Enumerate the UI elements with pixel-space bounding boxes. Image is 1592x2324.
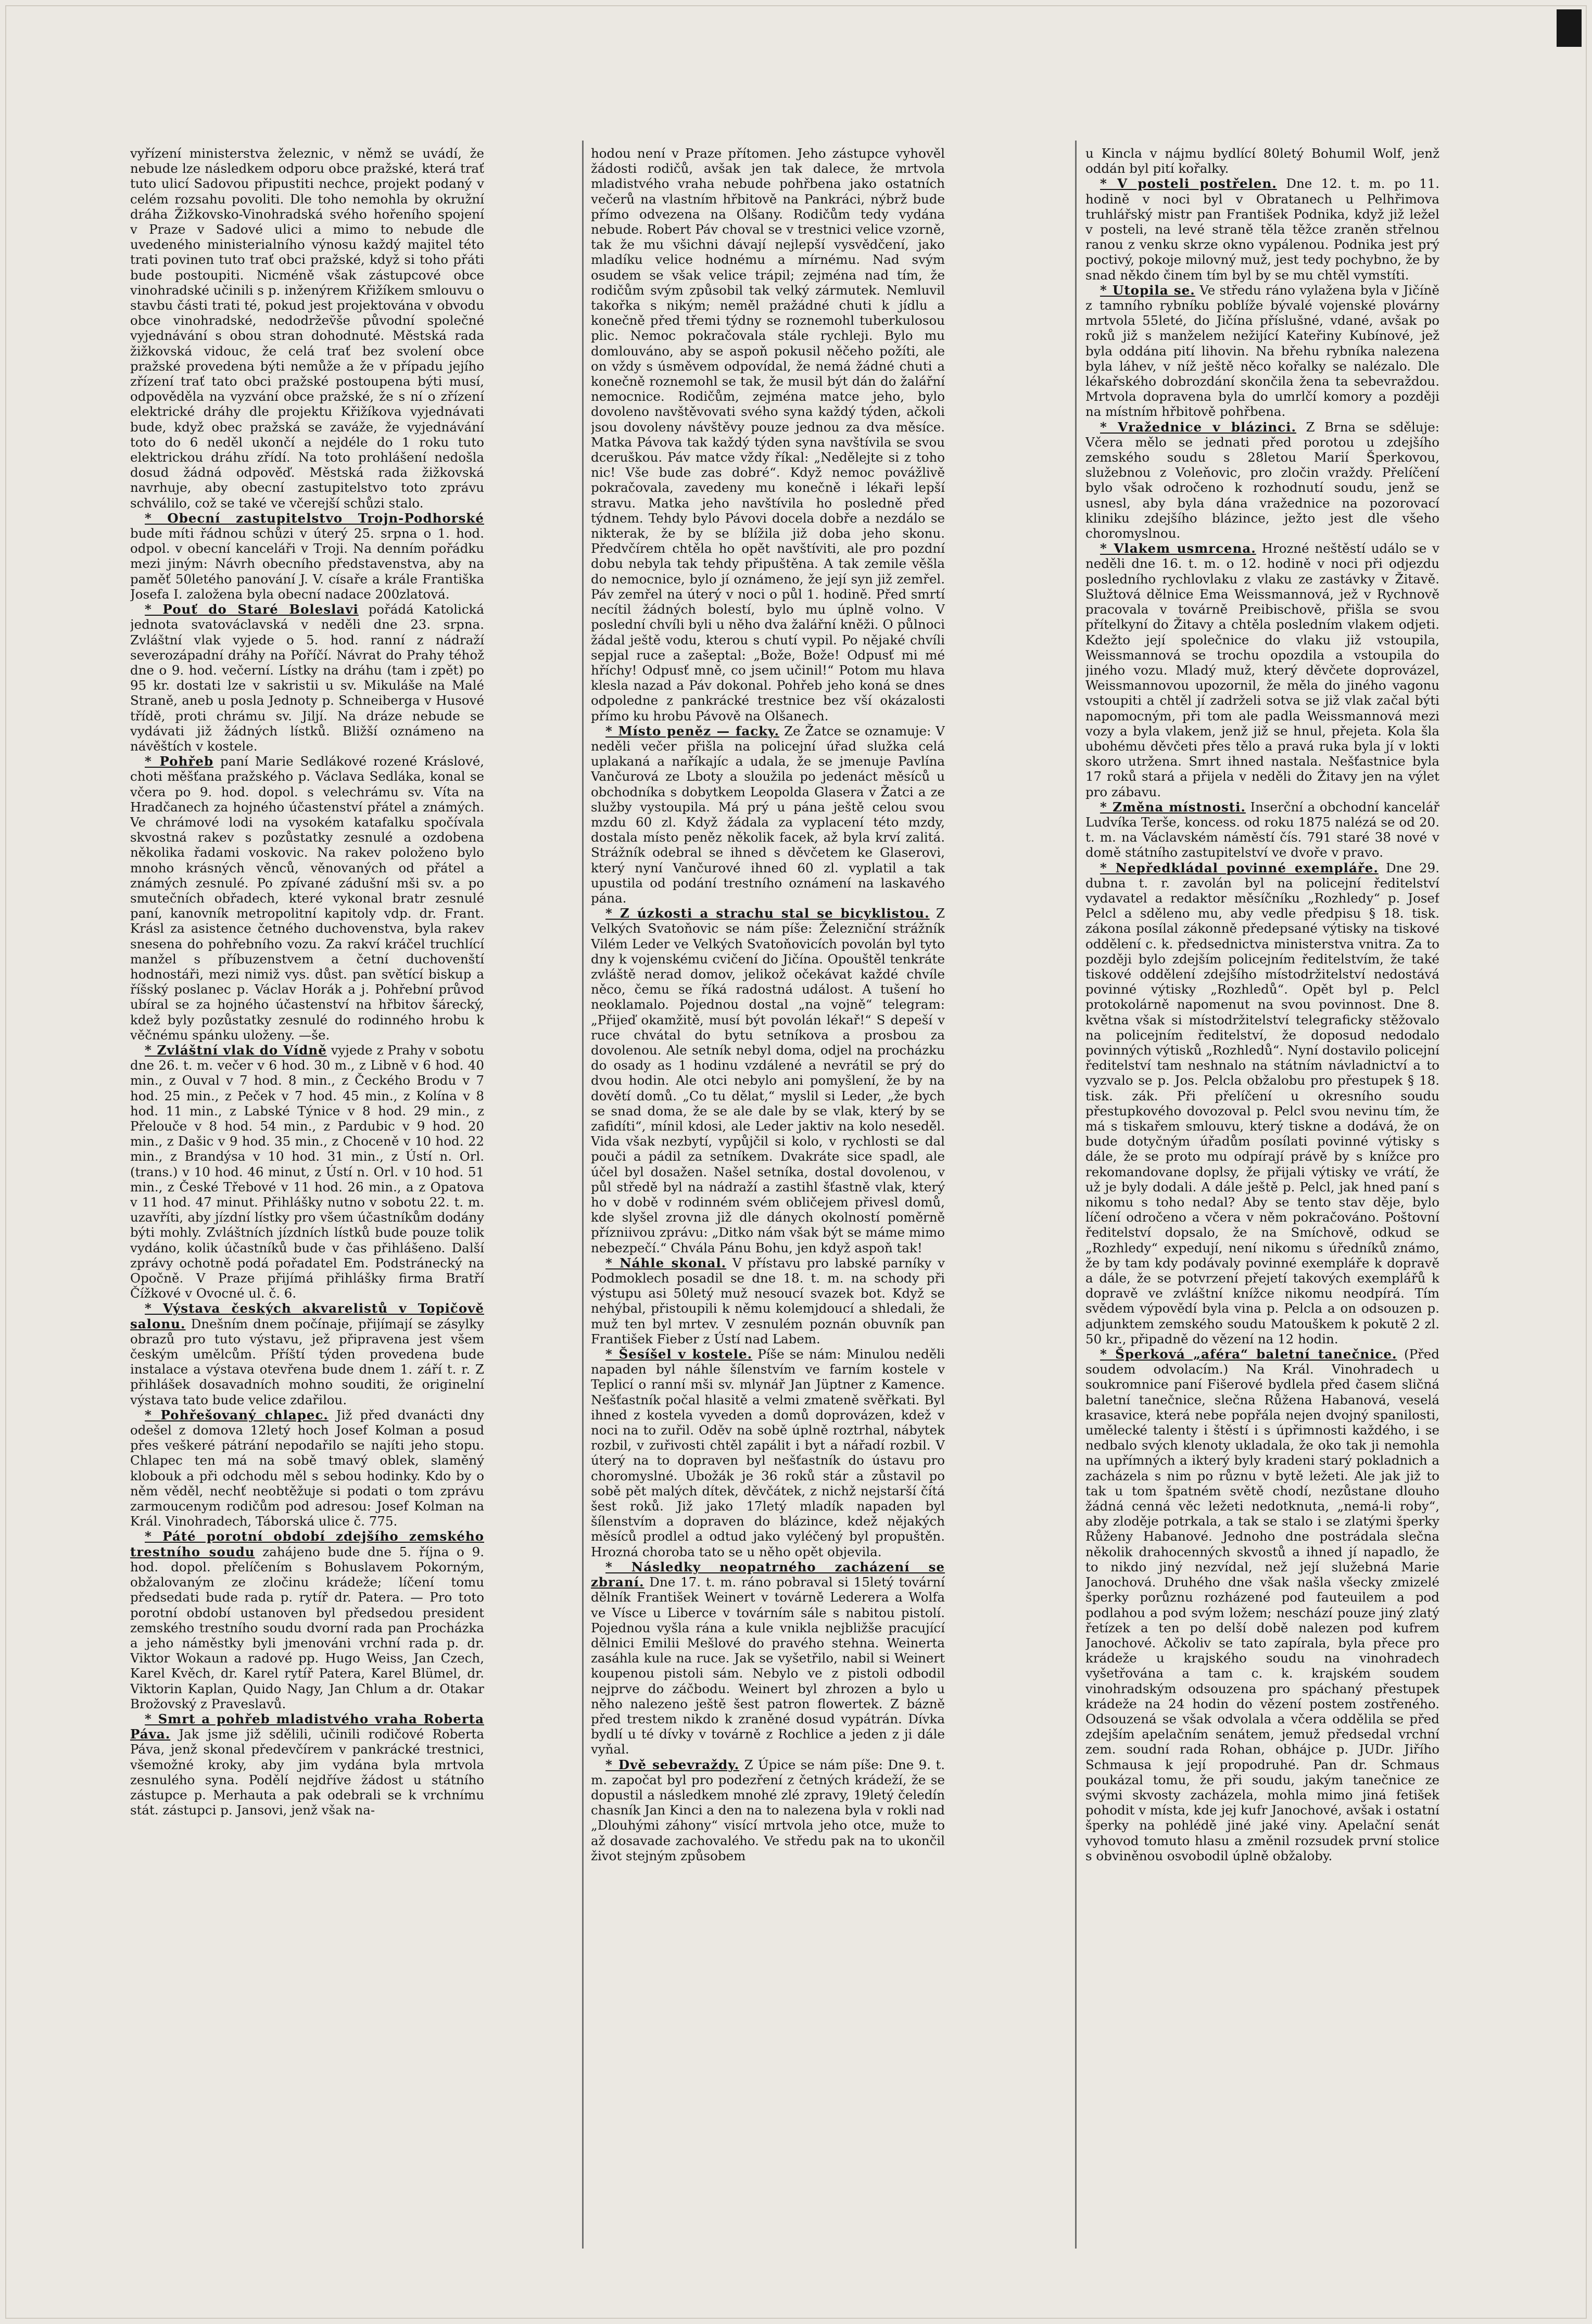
article-body: Z Brna se sděluje: Včera mělo se jednati před porotou u zdejšího zemského soudu s 28letou Marií Šperkovou, služebnou z Voleňovic, pro zločin vraždy. Přelíčení bylo však odročeno k rozhodnutí soudu, jenž se usnesl, aby byla dána vražednice na pozorovací kliniku zdejšího blázince, ježto jest dle všeho choromyslnou. (1085, 419, 1439, 541)
article-heading: * Vlakem usmrcena. (1100, 541, 1256, 556)
article-heading: * Místo peněz — facky. (605, 723, 780, 739)
article-body: Ve středu ráno vylažena byla v Jičíně z tamního rybníku poblíže bývalé vojenské plovárny mrtvola 55leté, do Jičína příslušné, vdané, avšak po roků již s manželem nežijící Kateřiny Kubínové, jež byla oddána pití lihovin. Na břehu rybníka nalezena byla láhev, v níž ještě něco kořalky se nalézalo. Dle lékařského dobrozdání skončila žena ta sebevraždou. Mrtvola dopravena byla do umrlčí komory a později na místním hřbitově pohřbena. (1085, 282, 1439, 420)
article (130, 1711, 484, 1818)
article-body: Hrozné neštěstí událo se v neděli dne 16. t. m. o 12. hodině v noci při odjezdu posledního rychlovlaku z vlaku ze zastávky v Žitavě. Služtová dělnice Ema Weissmannová, jež v Rychnově pracovala v továrně Preibischově, přišla se svou přítelkyní do Žitavy a chtěla posledním vlakem odjeti. Kdežto její společnice do vlaku již vstoupila, Weissmannová se trochu opozdila a vstoupila do jiného vozu. Mladý muž, který děvčete doprovázel, Weissmannovou upozornil, že měla do jiného vagonu vstoupiti a chtěl jí zadrželi sotva se již vlak začal býti napomocným, při tom ale padla Weissmannová mezi vozy a byla vlakem, jenž již se hnul, přejeta. Kola šla ubohému děvčeti přes tělo a pravá ruka byla jí v lokti skoro utržena. Smrt ihned nastala. Nešťastnice byla 17 roků stará a přijela v neděli do Žitavy jen na výlet pro zábavu. (1085, 541, 1439, 799)
article-heading: * Šperková „aféra“ baletní tanečnice. (1100, 1347, 1397, 1362)
column-rule (1075, 141, 1077, 2249)
article (130, 602, 484, 754)
article-body: Dne 17. t. m. ráno pobraval si 15letý tovární dělník František Weinert v továrně Lederera a Wolfa ve Vísce u Liberce v továrním sále s nabitou pistolí. Pojednou vyšla rána a kule vnikla nejbližše pracující dělnici Emilii Mešlové do pravého stehna. Weinerta zasáhla kule na ruce. Jak se vyšetřilo, nabil si Weinert koupenou pistoli sám. Nebylo ve z pistoli odbodil nejprve do záčbodu. Weinert byl zhrozen a bylo u něho nalezeno ještě šest patron flowertek. Z bázně před trestem nikdo k zraněné dosud vypátrán. Dívka bydlí u té dívky v továrně z Rochlice a jeden z ji dále vyňal. (591, 1574, 945, 1757)
article-body: Z Velkých Svatoňovic se nám píše: Železniční strážník Vilém Leder ve Velkých Svatoňovicích povolán byl tyto dny k vojenskému cvičení do Jičína. Opouštěl tenkráte zvláště nerad domov, jelikož očekávat každé chvíle něco, čemu se říká radostná událost. A tušení ho neoklamalo. Pojednou dostal „na vojně“ telegram: „Přijeď okamžitě, musí být povolán lékař!“ S depeší v ruce chvátal do bytu setníkova a prosbou za dovolenou. Ale setník nebyl doma, odjel na procházku do osady as 1 hodinu vzdálené a nevrátil se prý do dvou hodin. Ale otci nebylo ani pomyšlení, že by na dovětí domů. „Co tu dělat,“ myslil si Leder, „že bych se snad doma, že se ale dale by se vlak, který by se zafidíti“, mínil kdosi, ale Leder jaktiv na kolo neseděl. Vida však nezbytí, vypůjčil si kolo, v rychlosti se dal pouči a pádil za setníkem. Dvakráte sice spadl, ale účel byl dosažen. Našel setníka, dostal dovolenou, v půl středě byl na nádraží a zastihl šťastně vlak, který ho v době v rodinném svém obličejem přivesl domů, kde slyšel zrovna již dle dánych okolností poměrně přízniivou zprávu: „Ditko nám však být se máme mimo nebezpečí.“ Chvála Pánu Bohu, jen když aspoň tak! (591, 906, 945, 1255)
article-body: vyjede z Prahy v sobotu dne 26. t. m. večer v 6 hod. 30 m., z Libně v 6 hod. 40 min., z Ouval v 7 hod. 8 min., z Čeckého Brodu v 7 hod. 25 min., z Peček v 7 hod. 45 min., z Kolína v 8 hod. 11 min., z Labské Týnice v 8 hod. 29 min., z Přelouče v 8 hod. 54 min., z Pardubic v 9 hod. 20 min., z Dašic v 9 hod. 35 min., z Choceně v 10 hod. 22 min., z Brandýsa v 10 hod. 31 min., z Ústí n. Orl. (trans.) v 10 hod. 46 minut, z Ústí n. Orl. v 10 hod. 51 min., z České Třebové v 11 hod. 26 min., a z Opatova v 11 hod. 47 minut. Přihlášky nutno v sobotu 22. t. m. uzavříti, aby jízdní lístky pro všem účastníkům dodány býti mohly. Zvláštních jízdních lístků bude pouze tolik vydáno, kolik účastníků bude v čas přihlášeno. Další zprávy ochotně podá pořadatel Em. Podstránecký na Opočně. V Praze přijímá přihlášky firma Bratří Čížkové v Ovocné ul. č. 6. (130, 1042, 484, 1301)
article (130, 1407, 484, 1529)
article-heading: * V posteli postřelen. (1100, 176, 1277, 192)
article (130, 1301, 484, 1407)
article-body: Jak jsme již sdělili, učinili rodičové Roberta Páva, jenž skonal předevčírem v pankrácké trestnici, všemožné kroky, aby jim vydána byla mrtvola zesnulého syna. Podělí nejdříve žádost u státního zástupce p. Merhauta a pak odebrali se k vrchnímu stát. zástupci p. Jansovi, jenž však na- (130, 1726, 484, 1818)
article-body: Z Úpice se nám píše: Dne 9. t. m. započat byl pro podezření z četných krádeží, že se dopustil a následkem mnohé zlé zpravy, 19letý čeledín chasník Jan Kinci a den na to nalezena byla v rokli nad „Dlouhými záhony“ visící mrtvola jeho otce, muže to až dosavade zachovalého. Ve středu pak na to ukončil život stejným způsobem (591, 1757, 945, 1863)
article-body: Dne 12. t. m. po 11. hodině v noci byl v Obratanech u Pelhřimova truhlářský mistr pan František Podnika, když již ležel v posteli, na levé straně těla těžce zraněn střelnou ranou z venku skrze okno vypálenou. Podnika jest prý poctivý, pokoje milovný muž, jest tedy pochybno, že by snad někdo činem tím byl by se mu chtěl vymstíti. (1085, 176, 1439, 283)
article-body: V přístavu pro labské parníky v Podmoklech posadil se dne 18. t. m. na schody při výstupu asi 50letý muž nesoucí svazek bot. Když se nehýbal, přistoupili k němu kolemjdoucí a shledali, že muž ten byl mrtev. V zesnulém poznán obuvník pan František Fieber z Ústí nad Labem. (591, 1255, 945, 1347)
article-heading: * Nepředkládal povinné exempláře. (1100, 860, 1379, 875)
article-continuation (130, 146, 484, 511)
article-continuation (1085, 146, 1439, 176)
article-heading: * Změna místnosti. (1100, 799, 1246, 815)
article (1085, 860, 1439, 1347)
article (130, 1529, 484, 1711)
article-body: paní Marie Sedlákové rozené Kráslové, choti měšťana pražského p. Václava Sedláka, konal se včera po 9. hod. dopol. s velechrámu sv. Víta na Hradčanech za hojného účastenství přátel a známých. Ve chrámové lodi na vysokém katafalku spočívala skvostná rakev s pozůstatky zesnulé a ozdobena několika řadami voskovic. Na rakev položeno bylo mnoho krásných věnců, věnovaných od přátel a známých zesnulé. Po zpívané zádušní mši sv. a po smutečních obřadech, které vykonal bratr zesnulé paní, kanovník metropolitní kapitoly vdp. dr. Frant. Krásl za asistence četného duchovenstva, byla rakev snesena do pohřebního vozu. Za rakví kráčel truchlící manžel s příbuzenstvem a četní duchovenští hodnostáři, mezi nimiž vys. důst. pan světící biskup a říšský poslanec p. Václav Horák a j. Pohřební průvod ubíral se za hojného účastenství na hřbitov šárecký, kdež byly pozůstatky zesnulé do rodinného hrobu k věčnému spánku uloženy. —še. (130, 754, 484, 1043)
article-heading: * Následky neopatrného zacházení se zbraní. (591, 1559, 945, 1590)
article-body: vyřízení ministerstva železnic, v němž se uvádí, že nebude lze následkem odporu obce pražské, která trať tuto ulicí Sadovou připustiti nechce, projekt podaný v celém rozsahu povoliti. Dle toho nemohla by okružní dráha Žižkovsko-Vinohradská svého hořeního spojení v Praze v Sadové ulici a mimo to nebude dle uvedeného ministerialního výnosu každý majitel této trati povinen tuto trať obci pražské, když si toho přáti bude postoupiti. Nicméně však zástupcové obce vinohradské učinili s p. inženýrem Křižíkem smlouvu o stavbu části trati té, pokud jest projektována v obvodu obce vinohradské, nedodržev̆še původní společné vyjednávání s obou stran dohodnuté. Městská rada žižkovská vidouc, že celá trať bez svolení obce pražské provedena býti nemůže a že v případu jejího zřízení trať tato obci pražské postoupena býti musí, odpověděla na vyzvání obce pražské, že s ní o zřízení elektrické dráhy dle projektu Křižíkova vyjednávati bude, když obec pražská se zaváže, že vyjednávání toto do 6 neděl ukončí a nejdéle do 1 roku tuto elektrickou dráhu zřídí. Na toto prohlášení nedošla dosud žádná odpověď. Městská rada žižkovská navrhuje, aby obecní zastupitelstvo toto zprávu schválilo, což se také ve včerejší schůzi stalo. (130, 146, 484, 511)
article (130, 754, 484, 1043)
article-body: hodou není v Praze přítomen. Jeho zástupce vyhověl žádosti rodičů, avšak jen tak dalece, že mrtvola mladistvého vraha nebude pohřbena jako ostatních večerů na vlastním hřbitově na Pankráci, nýbrž bude přímo odvezena na Olšany. Rodičům tedy vydána nebude. Robert Páv choval se v trestnici velice vzorně, tak že mu všichni dávají nejlepší vysvědčení, jako mladíku velice hodnému a mírnému. Nad svým osudem se však velice trápil; zejména nad tím, že rodičům svým způsobil tak velký zármutek. Nemluvil takořka s nikým; neměl pražádné chuti k jídlu a konečně před třemi týdny se roznemohl tuberkulosou plic. Nemoc pokračovala stále rychleji. Bylo mu domlouváno, aby se aspoň pokusil něčeho požíti, ale on vždy s úsměvem odpovídal, že nemá žádné chuti a konečně roznemohl se tak, že musil být dán do žalářní nemocnice. Rodičům, zejména matce jeho, bylo dovoleno navštěvovati svého syna každý týden, ačkoli jsou dovoleny návštěvy pouze jednou za dva měsíce. Matka Pávova tak každý týden syna navštívila se svou dceruškou. Páv matce vždy říkal: „Nedělejte si z toho nic! Vše bude zas dobré“. Když nemoc povážlivě pokračovala, zavedeny mu konečně i lékaři lepší stravu. Matka jeho navštívila ho posledně před týdnem. Tehdy bylo Pávovi docela dobře a nezdálo se nikterak, že by se blížila již doba jeho skonu. Předvčírem chtěla ho opět navštíviti, ale pro pozdní dobu nebyla tak tehdy připuštěna. A tak zemile věšla do nemocnice, bylo jí oznámeno, že její syn již zemřel. Páv zemřel na úterý v noci o půl 1. hodině. Před smrtí necítil žádných bolestí, bylo mu úplně volno. V poslední chvíli byli u něho dva žalářní kněži. O půlnoci žádal ještě vodu, kterou s chutí vypil. Po nějaké chvíli sepjal ruce a zašeptal: „Bože, Bože! Odpusť mi mé hříchy! Odpusť mně, co jsem učinil!“ Potom mu hlava klesla nazad a Páv dokonal. Pohřeb jeho koná se dnes odpoledne z pankrácké trestnice bez vší okázalosti přímo ku hrobu Pávově na Olšanech. (591, 146, 945, 723)
article (1085, 420, 1439, 541)
article-body: bude míti řádnou schůzi v úterý 25. srpna o 1. hod. odpol. v obecní kanceláři v Troji. Na denním pořádku mezi jiným: Návrh obecního představenstva, aby na paměť 50letého panování J. V. císaře a krále Františka Josefa I. založena byla obecní nadace 200zlatová. (130, 526, 484, 602)
article-heading: * Zvláštní vlak do Vídně (145, 1042, 327, 1058)
article-body: Píše se nám: Minulou neděli napaden byl náhle šílenstvím ve farním kostele v Teplicí o ranní mši sv. mlynář Jan Jüptner z Kamence. Nešťastník počal hlasitě a velmi zmateně svěřkati. Byl ihned z kostela vyveden a domů doprovázen, kdež v noci na to zuřil. Oděv na sobě úplně roztrhal, nábytek rozbil, v zuřivosti chtěl zapálit i byt a nářadí rozbil. V úterý na to dopraven byl nešťastník do ústavu pro choromyslné. Ubožák je 36 roků stár a zůstavil po sobě pět malých dítek, děvčátek, z nichž nejstarší čítá šest roků. Již jako 17letý mladík napaden byl šílenstvím a dopraven do blázince, kdež nějakých měsíců prodlel a odtud jako vyléčený byl propuštěn. Hrozná choroba tato se u něho opět objevila. (591, 1347, 945, 1559)
article (591, 1559, 945, 1757)
article-heading: * Pohřeb (145, 754, 214, 769)
article (1085, 799, 1439, 860)
article-heading: * Páté porotní období zdejšího zemského trestního soudu (130, 1529, 484, 1559)
article-heading: * Z úzkosti a strachu stal se bicyklistou. (605, 906, 930, 921)
article-heading: * Dvě sebevraždy. (605, 1757, 740, 1772)
article (1085, 1347, 1439, 1863)
registration-mark (1557, 9, 1582, 47)
article-body: Inserční a obchodní kancelář Ludvíka Terše, koncess. od roku 1875 nalézá se od 20. t. m. na Václavském náměstí čís. 791 staré 38 nové v domě státního zastupitelství ve dvoře v pravo. (1085, 799, 1439, 860)
article-body: pořádá Katolická jednota svatováclavská v neděli dne 23. srpna. Zvláštní vlak vyjede o 5. hod. ranní z nádraží severozápadní dráhy na Poříčí. Návrat do Prahy téhož dne o 9. hod. večerní. Lístky na dráhu (tam i zpět) po 95 kr. dostati lze v sakristii u sv. Mikuláše na Malé Straně, aneb u posla Jednoty p. Schneiberga v Husové třídě, proti chrámu sv. Jiljí. Na dráze nebude se vydávati již žádných lístků. Bližší oznámeno na návěštích v kostele. (130, 602, 484, 754)
article-body: (Před soudem odvolacím.) Na Král. Vinohradech u soukromnice paní Fišerové bydlela před časem sličná baletní tanečnice, slečna Růžena Habanová, veselá krasavice, která nebe popřála nejen dvojný spanilosti, umělecké talenty i štěstí i s úpřimnosti každého, i se nedbalo svých klenoty ukladala, že oko tak ji nemohla na upřímných a ikterý byly kradeni starý pokladnich a zacházela s nim po různu v bytě ležeti. Ale jak již to tak u tom špatném světě chodí, nezůstane dlouho žádná cenná věc ležeti nedotknuta, „nemá-li roby“, aby zloděje potrkala, a tak se stalo i se zlatými šperky Růženy Habanové. Jednoho dne postrádala slečna několik drahocenných skvostů a ihned jí napadlo, že to nikdo jiný nezvídal, než její služebná Marie Janochová. Druhého dne však našla všecky zmizelé šperky porůznu rozházené pod fauteuilem a pod podlahou a pod svým ložem; neschází pouze jiný zlatý řetízek a ten po delší době nalezen pod kufrem Janochové. Ačkoliv se tato zapírala, byla přece pro krádeže u krajského soudu na vinohradech vyšetřována a tam c. k. krajském soudem vinohradským odsouzena pro spáchaný přestupek krádeže na 24 hodin do vězení postem zostřeného. Odsouzená se však odvolala a včera oddělila se před zdejším apelačním senátem, jemuž předsedal vrchní zem. soudní rada Rohan, obhájce p. JUDr. Jiřího Schmausa k její propodruhé. Pan dr. Schmaus poukázal tomu, že při soudu, jakým tanečnice ze svými skvosty zacházela, mohla mimo jiná fetišek pohodit v místa, kde jej kufr Janochové, avšak i ostatní šperky na pohlédě jiné jaké viny. Apelační senát vyhovod tomuto hlasu a změnil rozsudek první stolice s obviněnou osvobodil úplně obžaloby. (1085, 1347, 1439, 1863)
article-body: zahájeno bude dne 5. října o 9. hod. dopol. přelíčením s Bohuslavem Pokorným, obžalovaným ze zločinu krádeže; líčení tomu předsedati bude rada p. rytíř dr. Patera. — Pro toto porotní období ustanoven byl předsedou president zemského trestního soudu dvorní rada pan Procházka a jeho náměstky byli jmenováni vrchní rada p. dr. Viktor Wokaun a radové pp. Hugo Weiss, Jan Czech, Karel Kvěch, dr. Karel rytíř Patera, Karel Blümel, dr. Viktorin Kaplan, Quido Nagy, Jan Chlum a dr. Otakar Brožovský z Praveslavů. (130, 1544, 484, 1711)
column-rule (582, 141, 584, 2249)
article-heading: * Šesíšel v kostele. (605, 1347, 753, 1362)
article (130, 511, 484, 602)
article (1085, 283, 1439, 420)
newspaper-column-2 (591, 146, 945, 2238)
article-continuation (591, 146, 945, 723)
newspaper-column-1 (130, 146, 484, 2238)
article-heading: * Vražednice v blázinci. (1100, 419, 1296, 435)
article (1085, 541, 1439, 799)
article (130, 1043, 484, 1301)
article-body: Dne 29. dubna t. r. zavolán byl na policejní ředitelství vydavatel a redaktor měsíčníku „Rozhledy“ p. Josef Pelcl a sděleno mu, aby vedle předpisu § 18. tisk. zákona posílal zákonně předepsané výtisky na tiskové oddělení c. k. předsednictva ministerstva vnitra. Za to později bylo zdejším policejním ředitelstvím, že také tiskové oddělení zdejšího místodržitelství nedostává povinné výtisky „Rozhledů“. Opět byl p. Pelcl protokolárně napomenut na svou povinnost. Dne 8. května však si místodržitelství telegraficky stěžovalo na policejním ředitelství, že doposud nedodalo povinných výtisků „Rozhledů“. Nyní dostavilo policejní ředitelství tam neshnalo na státním návladnictví a to vyzvalo se p. Jos. Pelcla obžalobu pro přestupek § 18. tisk. zák. Při přelíčení u okresního soudu přestupkového dovozoval p. Pelcl svou nevinu tím, že má s tiskařem smlouvu, který tiskne a dodává, že on bude dotyčným úřadům posílati povinné výtisky s dále, že se proto mu odpírají právě by s knížce pro rekomandovane doplsy, že přijali výtisky ve vrátí, že už je byly dodali. A dále ještě p. Pelcl, jak hned paní s nikomu s toho nedal? Aby se tento stav děje, bylo líčení odročeno a včera v něm pokračováno. Poštovní ředitelství dopsalo, že na Smíchově, odkud se „Rozhledy“ expedují, není nikomu s úředníků známo, že by tam kdy podávaly povinné exempláře k dopravě a dále, že se potvrzení přejetí takových exemplářů k dopravě ve zvláštní knížce nikomu neodpírá. Tím svědem výpovědí byla vina p. Pelcla a on odsouzen p. adjunktem zemského soudu Matouškem k pokutě 2 zl. 50 kr., připadně do vězení na 12 hodin. (1085, 860, 1439, 1347)
article (591, 1347, 945, 1559)
article-heading: * Pohřešovaný chlapec. (145, 1407, 328, 1423)
article-heading: * Výstava českých akvarelistů v Topičově salonu. (130, 1301, 484, 1331)
article-body: Ze Žatce se oznamuje: V neděli večer přišla na policejní úřad služka celá uplakaná a naříkajíc a udala, že se jmenuje Pavlína Vančurová ze Lboty a sloužila po jedenáct měsíců u obchodníka s dobytkem Leopolda Glasera v Žatci a ze služby vystoupila. Má prý u pána ještě celou svou mzdu 60 zl. Když žádala za vyplacení této mzdy, dostala místo peněz několik facek, až byla krví zalitá. Strážník odebral se ihned s děvčetem ke Glaserovi, který nyní Vančurové ihned 60 zl. vyplatil a tak upustila od podání trestního oznámení na laskavého pána. (591, 723, 945, 906)
article (591, 1255, 945, 1347)
article-body: Již před dvanácti dny odešel z domova 12letý hoch Josef Kolman a posud přes veškeré pátrání nepodařilo se najíti jeho stopu. Chlapec ten má na sobě tmavý oblek, slaměný klobouk a při odchodu měl s sebou hodinky. Kdo by o něm věděl, nechť neobtěžuje si podati o tom zprávu zarmoucenym rodičům pod adresou: Josef Kolman na Král. Vinohradech, Táborská ulice č. 775. (130, 1407, 484, 1529)
article (591, 723, 945, 906)
article (591, 906, 945, 1255)
article-heading: * Obecní zastupitelstvo Trojn-Podhorské (145, 510, 484, 526)
article-body: u Kincla v nájmu bydlící 80letý Bohumil Wolf, jenž oddán byl pití kořalky. (1085, 146, 1439, 176)
article (591, 1757, 945, 1863)
article (1085, 176, 1439, 282)
article-heading: * Utopila se. (1100, 282, 1195, 298)
article-body: Dnešním dnem počínaje, přijímají se zásylky obrazů pro tuto výstavu, jež připravena jest všem českým umělcům. Příští týden provedena bude instalace a výstava otevřena bude dnem 1. září t. r. Z přihlášek dosavadních mohno souditi, že originelní výstava tato bude velice zdařilou. (130, 1316, 484, 1407)
article-heading: * Náhle skonal. (605, 1255, 727, 1271)
article-heading: * Pouť do Staré Boleslavi (145, 602, 359, 617)
newspaper-column-3 (1085, 146, 1439, 2238)
article-heading: * Smrt a pohřeb mladistvého vraha Roberta Páva. (130, 1711, 484, 1742)
